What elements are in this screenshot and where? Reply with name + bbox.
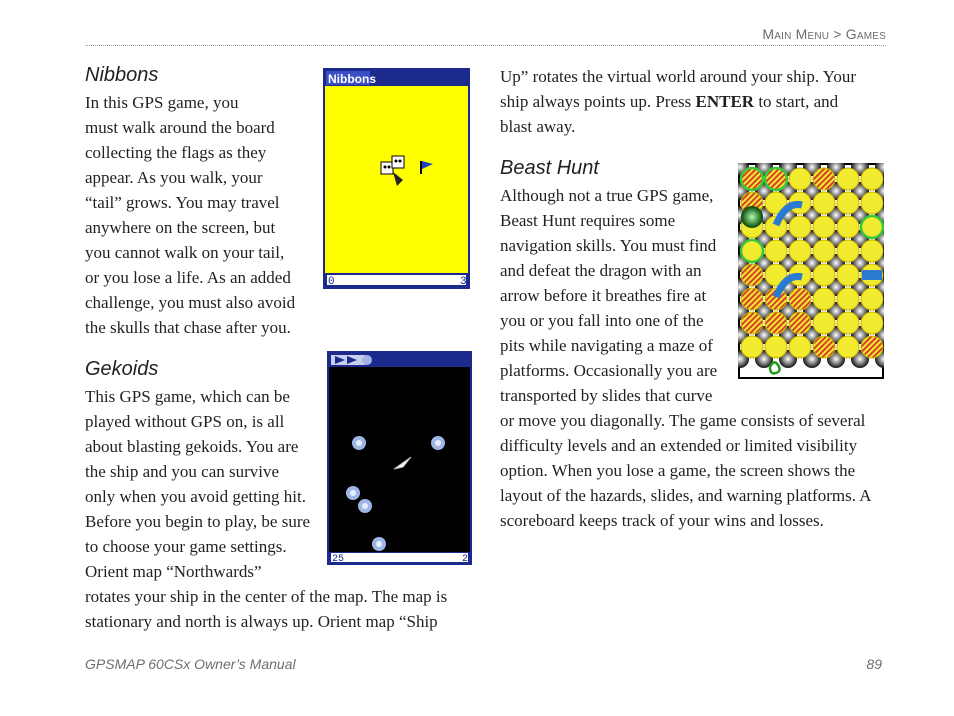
text-line: option. When you lose a game, the screen shows the: [500, 461, 856, 480]
text-line: stationary and north is always up. Orient map “Ship: [85, 612, 438, 631]
platform-icon: [741, 336, 763, 358]
platform-icon: [861, 168, 883, 190]
text-line: pits while navigating a maze of: [500, 336, 713, 355]
platform-icon: [861, 192, 883, 214]
nibbons-score-left: 0: [328, 276, 335, 288]
text-line: rotates your ship in the center of the map. The map is: [85, 587, 448, 606]
platform-icon: [789, 240, 811, 262]
platform-icon: [765, 240, 787, 262]
beast-hunt-paragraph: [500, 183, 717, 408]
text-line: and defeat the dragon with an: [500, 261, 702, 280]
nibbons-screen-title: Nibbons: [328, 72, 376, 86]
beast-hunt-screenshot: [738, 163, 884, 379]
text-line: only when you avoid getting hit.: [85, 487, 306, 506]
gekoids-continuation: [500, 64, 856, 139]
platform-icon: [789, 168, 811, 190]
player-icon: [741, 206, 763, 228]
text-line: or you lose a life. As an added: [85, 268, 291, 287]
platform-icon: [837, 192, 859, 214]
platform-icon: [837, 312, 859, 334]
header-divider: [85, 45, 886, 46]
platform-icon: [837, 336, 859, 358]
platform-icon: [813, 312, 835, 334]
platform-icon: [837, 216, 859, 238]
text-line: or move you diagonally. The game consists of several: [500, 411, 866, 430]
text-line: blast away.: [500, 117, 576, 136]
platform-icon: [837, 168, 859, 190]
platform-icon: [741, 312, 763, 334]
text-line: navigation skills. You must find: [500, 236, 717, 255]
platform-icon: [741, 264, 763, 286]
platform-icon: [765, 312, 787, 334]
nibbons-heading: Nibbons: [85, 64, 159, 86]
platform-icon: [813, 216, 835, 238]
text-line: scoreboard keeps track of your wins and losses.: [500, 511, 824, 530]
text-line: collecting the flags as they: [85, 143, 267, 162]
platform-icon: [861, 336, 883, 358]
enter-key: ENTER: [695, 92, 755, 111]
gekoids-paragraph-wide: [85, 584, 447, 634]
platform-icon: [813, 288, 835, 310]
text-line: Up” rotates the virtual world around your ship. Your: [500, 67, 857, 86]
platform-icon: [813, 168, 835, 190]
text-line: platforms. Occasionally you are: [500, 361, 718, 380]
platform-icon: [789, 216, 811, 238]
footer-manual-title: GPSMAP 60CSx Owner’s Manual: [85, 656, 296, 672]
text-line: you or you fall into one of the: [500, 311, 704, 330]
text-line: This GPS game, which can be: [85, 387, 290, 406]
platform-icon: [837, 264, 859, 286]
platform-icon: [789, 312, 811, 334]
platform-icon: [765, 168, 787, 190]
text-line: anywhere on the screen, but: [85, 218, 276, 237]
platform-icon: [741, 168, 763, 190]
platform-icon: [861, 312, 883, 334]
gekoids-screenshot: [327, 351, 472, 565]
text-line: In this GPS game, you: [85, 93, 239, 112]
text-line: Beast Hunt requires some: [500, 211, 676, 230]
text-line: layout of the hazards, slides, and warning platforms. A: [500, 486, 872, 505]
platform-icon: [837, 288, 859, 310]
platform-icon: [813, 240, 835, 262]
nibbons-paragraph: [85, 90, 295, 340]
platform-icon: [813, 192, 835, 214]
platform-icon: [789, 336, 811, 358]
platform-icon: [861, 288, 883, 310]
platform-icon: [741, 240, 763, 262]
gekoids-heading: Gekoids: [85, 358, 159, 380]
platform-icon: [765, 336, 787, 358]
gekoids-score-right: 2: [462, 554, 469, 565]
platform-icon: [741, 288, 763, 310]
text-line: the skulls that chase after you.: [85, 318, 291, 337]
text-line: Orient map “Northwards”: [85, 562, 262, 581]
text-line: arrow before it breathes fire at: [500, 286, 707, 305]
text-line: appear. As you walk, your: [85, 168, 263, 187]
platform-icon: [861, 240, 883, 262]
text-line: “tail” grows. You may travel: [85, 193, 280, 212]
text-line: transported by slides that curve: [500, 386, 713, 405]
text-line: about blasting gekoids. You are: [85, 437, 299, 456]
platform-icon: [813, 264, 835, 286]
shield-icon: [362, 355, 372, 365]
gekoids-paragraph: [85, 384, 310, 584]
text-line: challenge, you must also avoid: [85, 293, 296, 312]
gekoids-score-left: 25: [332, 554, 345, 565]
slide-icon: [862, 270, 882, 280]
text-line: ship always points up. Press ENTER to start, and: [500, 92, 839, 111]
text-line: difficulty levels and an extended or limited visibility: [500, 436, 858, 455]
text-line: to choose your game settings.: [85, 537, 287, 556]
platform-icon: [789, 288, 811, 310]
beast-hunt-paragraph-wide: [500, 408, 872, 533]
text-line: the ship and you can survive: [85, 462, 280, 481]
nibbons-score-right: 3: [460, 276, 467, 288]
breadcrumb: Main Menu > Games: [762, 26, 886, 42]
nibbons-screenshot: [323, 68, 470, 289]
beast-hunt-board: [738, 163, 884, 373]
text-line: played without GPS on, is all: [85, 412, 285, 431]
text-line: Before you begin to play, be sure: [85, 512, 311, 531]
beast-hunt-heading: Beast Hunt: [500, 157, 599, 179]
text-line: Although not a true GPS game,: [500, 186, 714, 205]
platform-icon: [861, 216, 883, 238]
page-number: 89: [866, 656, 882, 672]
text-line: must walk around the board: [85, 118, 275, 137]
text-line: you cannot walk on your tail,: [85, 243, 285, 262]
platform-icon: [837, 240, 859, 262]
platform-icon: [813, 336, 835, 358]
